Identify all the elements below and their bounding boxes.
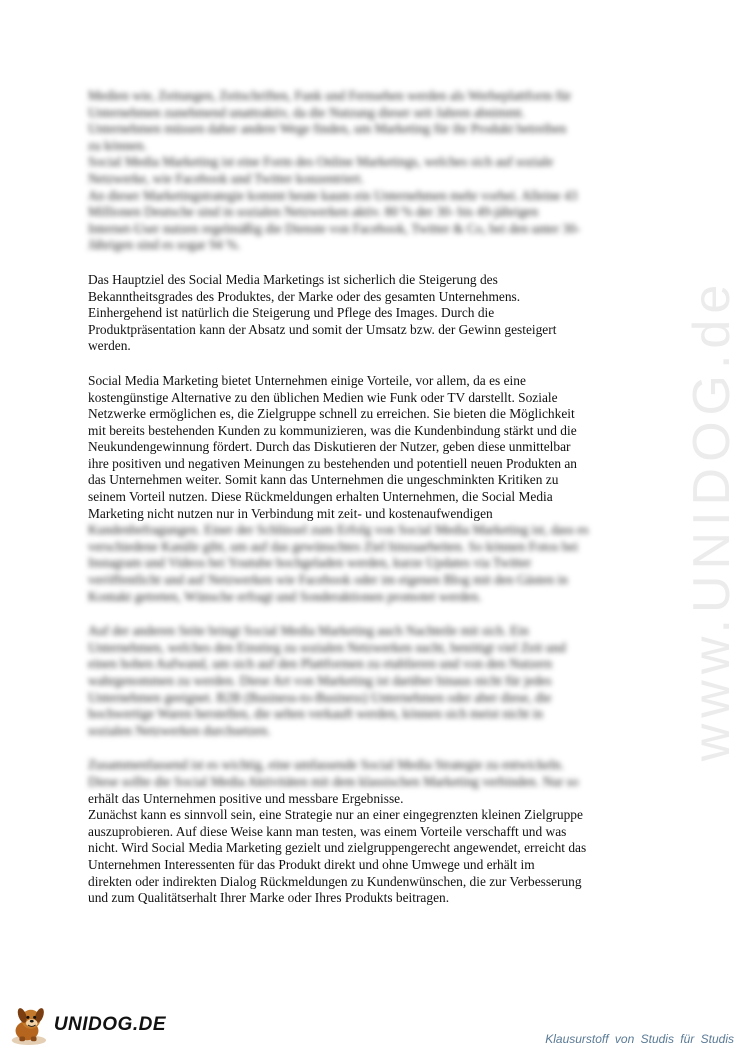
blurred-intro-paragraph bbox=[88, 88, 668, 254]
text-line: Netzwerke, wie Facebook und Twitter konzentriert. bbox=[88, 170, 364, 186]
text-line: Unternehmen geeignet. B2B (Business-to-Business) Unternehmen oder aber diese, die bbox=[88, 689, 552, 705]
text-line: Produktpräsentation kann der Absatz und somit der Umsatz bzw. der Gewinn gesteigert bbox=[88, 321, 557, 337]
text-line: Das Hauptziel des Social Media Marketings ist sicherlich die Steigerung des bbox=[88, 271, 498, 287]
text-line: auszuprobieren. Auf diese Weise kann man testen, was einem Vorteile verschafft und was bbox=[88, 823, 567, 839]
text-line: Social Media Marketing ist eine Form des Online Marketings, welches sich auf soziale bbox=[88, 154, 554, 170]
conclusion-paragraph bbox=[88, 757, 668, 906]
footer-tagline: Klausurstoff von Studis für Studis bbox=[545, 1032, 734, 1046]
text-line: kostengünstige Alternative zu den üblichen Medien wie Funk oder TV darstellt. Soziale bbox=[88, 389, 558, 405]
text-line: Internet-User nutzen regelmäßig die Dienste von Facebook, Twitter & Co, bei den unter 30- bbox=[88, 220, 581, 236]
text-line: Unternehmen, welches den Einstieg zu sozialen Netzwerken sucht, benötigt viel Zeit und bbox=[88, 639, 566, 655]
blurred-text-line: Kontakt getreten, Wünsche erfragt und Sonderaktionen promotet werden. bbox=[88, 588, 482, 604]
text-line: hochwertige Waren herstellen, die selten verkauft werden, können sich meist nicht in bbox=[88, 706, 543, 722]
text-line: Zunächst kann es sinnvoll sein, eine Strategie nur an einer eingegrenzten kleinen Zielgruppe bbox=[88, 807, 583, 823]
text-line: das Unternehmen weiter. Somit kann das Unternehmen die ungeschminkten Kritiken zu bbox=[88, 472, 559, 488]
unidog-watermark: www.UNIDOG.de bbox=[683, 278, 741, 762]
text-line: wahrgenommen zu werden. Diese Art von Marketing ist darüber hinaus nicht für jedes bbox=[88, 673, 552, 688]
text-line: Jährigen sind es sogar 94 %. bbox=[88, 237, 241, 253]
advantages-paragraph bbox=[88, 373, 668, 605]
text-line: Netzwerke ermöglichen es, die Zielgruppe schnell zu erreichen. Sie bieten die Möglichkeit bbox=[88, 406, 575, 422]
text-line: An dieser Marketingstrategie kommt heute kaum ein Unternehmen mehr vorbei. Alleine 43 bbox=[88, 187, 578, 203]
blurred-text-line: Instagram und Videos bei Youtube hochgeladen werden, kurze Updates via Twitter bbox=[88, 555, 532, 571]
text-line: und zum Qualitätserhalt Ihrer Marke oder Ihres Produkts beitragen. bbox=[88, 890, 450, 906]
text-line: einen hohen Aufwand, um sich auf den Plattformen zu etablieren und von den Nutzern bbox=[88, 656, 553, 672]
blurred-text-line: veröffentlicht und auf Netzwerken wie Facebook oder im eigenen Blog mit den Gästen in bbox=[88, 572, 568, 588]
text-line: sozialen Netzwerken durchsetzen. bbox=[88, 722, 271, 738]
blurred-text-line: Kundenbefragungen. Einer der Schlüssel zum Erfolg von Social Media Marketing ist, dass es bbox=[88, 522, 589, 538]
dog-mascot-icon bbox=[6, 1001, 52, 1049]
text-line: Unternehmen müssen daher andere Wege finden, um Marketing für ihr Produkt betreiben bbox=[88, 121, 567, 137]
text-line: Bekanntheitsgrades des Produktes, der Marke oder des gesamten Unternehmens. bbox=[88, 288, 521, 304]
text-line: werden. bbox=[88, 338, 131, 354]
text-line: Neukundengewinnung fördert. Durch das Diskutieren der Nutzer, geben diese unmittelbar bbox=[88, 439, 571, 455]
blurred-disadvantages-paragraph bbox=[88, 623, 668, 739]
text-line: Unternehmen zunehmend unattraktiv, da die Nutzung dieser seit Jahren abnimmt. bbox=[88, 104, 525, 120]
text-line: seinem Vorteil nutzen. Diese Rückmeldungen erhalten Unternehmen, die Social Media bbox=[88, 489, 553, 505]
text-line: Unternehmen Interessenten für das Produkt direkt und ohne Umwege und erhält im bbox=[88, 856, 535, 872]
text-line: Auf der anderen Seite bringt Social Media Marketing auch Nachteile mit sich. Ein bbox=[88, 623, 529, 639]
blurred-text-line: Diese sollte die Social Media Aktivitäten mit dem klassischen Marketing verbinden. Nur so bbox=[88, 773, 579, 789]
text-line: direkten oder indirekten Dialog Rückmeldungen zu Kundenwünschen, die zur Verbesserung bbox=[88, 873, 582, 889]
text-line: nicht. Wird Social Media Marketing gezielt und zielgruppengerecht angewendet, erreicht das bbox=[88, 840, 587, 856]
document-body bbox=[88, 88, 668, 925]
text-line: Medien wie, Zeitungen, Zeitschriften, Funk und Fernsehen werden als Werbeplattform für bbox=[88, 88, 572, 103]
goal-paragraph bbox=[88, 272, 668, 355]
text-line: zu können. bbox=[88, 137, 147, 153]
logo-wordmark: UNIDOG.DE bbox=[53, 1014, 166, 1035]
unidog-logo[interactable] bbox=[6, 1000, 166, 1050]
text-line: Social Media Marketing bietet Unternehmen einige Vorteile, vor allem, da es eine bbox=[88, 372, 526, 388]
text-line: ihre positiven und negativen Meinungen zu bestehenden und potentiell neuen Produkten an bbox=[88, 455, 578, 471]
text-line: erhält das Unternehmen positive und messbare Ergebnisse. bbox=[88, 790, 404, 806]
blurred-text-line: Zusammenfassend ist es wichtig, eine umfassende Social Media Strategie zu entwickeln. bbox=[88, 757, 564, 773]
blurred-text-line: verschiedene Kanäle gibt, um auf das gewünschtes Ziel hinzuarbeiten. So können Fotos bei bbox=[88, 538, 579, 554]
text-line: Einhergehend ist natürlich die Steigerung und Pflege des Images. Durch die bbox=[88, 305, 495, 321]
text-line: mit bereits bestehenden Kunden zu kommunizieren, was die Kundenbindung stärkt und die bbox=[88, 422, 577, 438]
text-line: Millionen Deutsche sind in sozialen Netzwerken aktiv. 80 % der 30- bis 49-jährigen bbox=[88, 204, 539, 220]
text-line: Marketing nicht nutzen nur in Verbindung mit zeit- und kostenaufwendigen bbox=[88, 505, 493, 521]
